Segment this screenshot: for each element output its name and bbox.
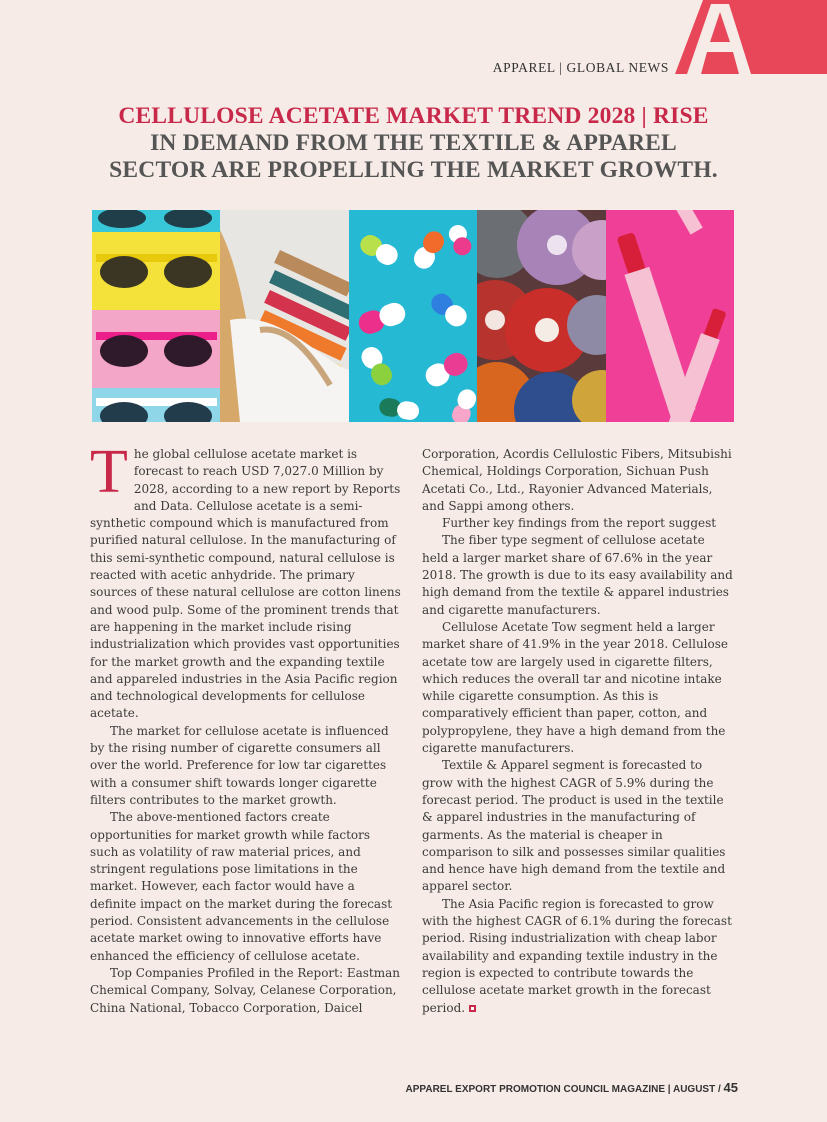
drop-cap: T [90, 438, 128, 506]
paragraph: Cellulose Acetate Tow segment held a larger market share of 41.9% in the year 2018. Cellulose acetate tow are largely used in cigarette filters, which reduces the overall tar and nicotine intake while cigarette consumption. As this is comparatively efficient than paper, cotton, and polypropylene, they have a high demand from the cigarette manufacturers. [422, 619, 728, 756]
footer-text: APPAREL EXPORT PROMOTION COUNCIL MAGAZINE | AUGUST / [405, 1084, 724, 1095]
page-footer [406, 1080, 738, 1095]
paragraph: Corporation, Acordis Cellulostic Fibers, Mitsubishi Chemical, Holdings Corporation, Sichuan Push Acetati Co., Ltd., Rayonier Advanced Materials, and Sappi among others. [422, 447, 732, 513]
headline-line-3: SECTOR ARE PROPELLING THE MARKET GROWTH. [109, 157, 718, 183]
sunglasses-photo [92, 210, 220, 422]
headline-line-1: CELLULOSE ACETATE MARKET TREND 2028 | RISE [118, 103, 709, 129]
end-mark-icon [469, 1005, 476, 1012]
article-headline [40, 103, 787, 184]
paragraph: Top Companies Profiled in the Report: Eastman Chemical Company, Solvay, Celanese Corporation, China National, Tobacco Corporation, Daicel [90, 965, 400, 1015]
a-logo-icon [675, 0, 827, 74]
photo-collage [92, 210, 734, 422]
lipstick-photo [606, 210, 734, 422]
thread-spools-photo [477, 210, 605, 422]
paragraph: Textile & Apparel segment is forecasted to grow with the highest CAGR of 5.9% during the forecast period. The product is used in the textile & apparel industries in the manufacturing of garments. As the material is cheaper in comparison to silk and possesses similar qualities and hence have high demand from the textile and apparel sector. [422, 758, 726, 894]
paragraph: The above-mentioned factors create opportunities for market growth while factors such as volatility of raw material prices, and stringent regulations pose limitations in the market. However, each factor would have a definite impact on the market during the forecast period. Consistent advancements in the cellulose acetate market owing to innovative efforts have enhanced the efficiency of cellulose acetate. [90, 810, 393, 963]
paragraph-text: The Asia Pacific region is forecasted to grow with the highest CAGR of 6.1% during the forecast period. Rising industrialization with cheap labor availability and expanding textile industry in the region is expected to contribute towards the cellulose acetate market growth in the forecast period. [422, 896, 732, 1015]
hanging-shirts-photo [220, 210, 348, 422]
paragraph: The fiber type segment of cellulose acetate held a larger market share of 67.6% in the year 2018. The growth is due to its easy availability and high demand from the textile & apparel industries and cigarette manufacturers. [422, 533, 733, 617]
paragraph [422, 896, 733, 1017]
paragraph: Further key findings from the report suggest [442, 516, 717, 531]
section-label: APPAREL | GLOBAL NEWS [492, 60, 669, 75]
article-column-right [422, 446, 733, 1017]
page-number: 45 [723, 1080, 738, 1095]
paragraph: he global cellulose acetate market is forecast to reach USD 7,027.0 Million by 2028, according to a new report by Reports and Data. Cellulose acetate is a semi-synthetic compound which is manufactured from purified natural cellulose. In the manufacturing of this semi-synthetic compound, natural cellulose is reacted with acetic anhydride. The primary sources of these natural cellulose are cotton linens and wood pulp. Some of the prominent trends that are happening in the market include rising industrialization which provides vast opportunities for the market growth and the expanding textile and appareled industries in the Asia Pacific region and technological developments for cellulose acetate. [90, 447, 401, 721]
headline-line-2: IN DEMAND FROM THE TEXTILE & APPAREL [150, 130, 677, 156]
article-column-left [90, 438, 401, 1017]
capsules-photo [349, 210, 477, 422]
paragraph: The market for cellulose acetate is influenced by the rising number of cigarette consumers all over the world. Preference for low tar cigarettes with a consumer shift towards longer cigarette filters contributes to the market growth. [90, 723, 389, 807]
